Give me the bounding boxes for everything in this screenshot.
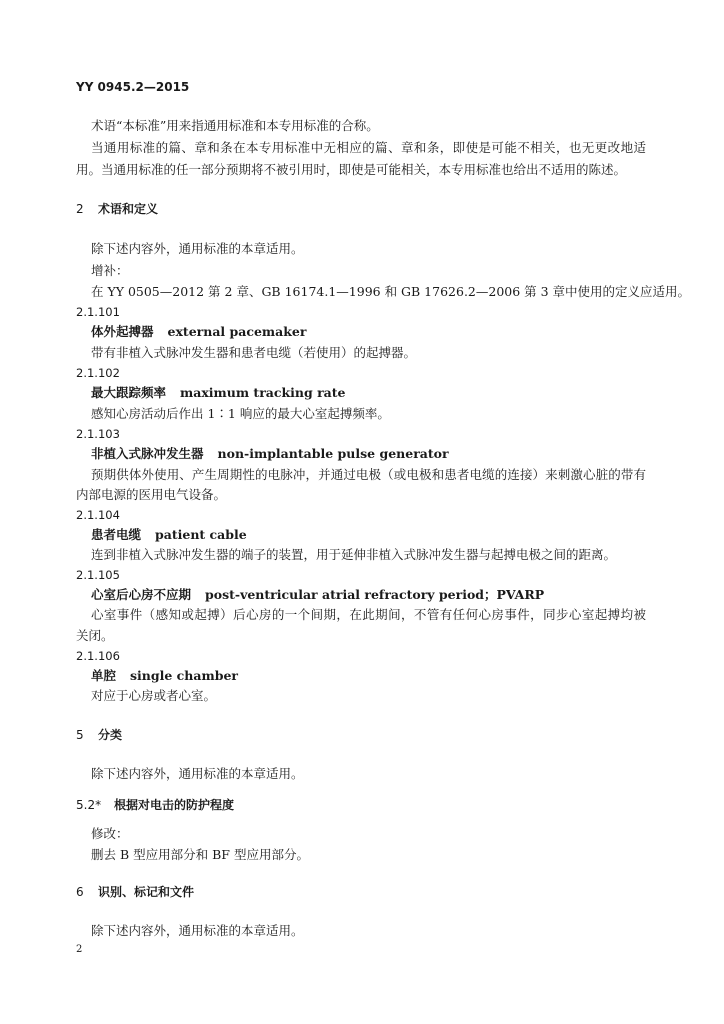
term-name-zh: 非植入式脉冲发生器 bbox=[91, 446, 204, 461]
section-5-heading bbox=[76, 727, 122, 743]
section-5-paragraph-1: 除下述内容外，通用标准的本章适用。 bbox=[91, 766, 304, 781]
term-name-zh: 患者电缆 bbox=[91, 527, 142, 542]
term-name-en: maximum tracking rate bbox=[180, 385, 346, 400]
term-name-en: single chamber bbox=[130, 668, 238, 683]
section-title: 术语和定义 bbox=[98, 202, 159, 216]
term-id: 2.1.102 bbox=[76, 366, 120, 380]
section-2-paragraph-1: 除下述内容外，通用标准的本章适用。 bbox=[91, 241, 304, 256]
intro-paragraph-2-line-1: 当通用标准的篇、章和条在本专用标准中无相应的篇、章和条，即使是可能不相关，也无更改地适 bbox=[91, 140, 646, 155]
term-name-en: non-implantable pulse generator bbox=[217, 446, 449, 461]
section-number: 2 bbox=[76, 202, 84, 216]
subsection-5-2-heading bbox=[76, 797, 234, 813]
intro-paragraph-1: 术语“本标准”用来指通用标准和本专用标准的合称。 bbox=[91, 118, 379, 133]
subsection-number: 5.2* bbox=[76, 798, 102, 812]
term-id: 2.1.103 bbox=[76, 427, 120, 441]
section-number: 5 bbox=[76, 728, 84, 742]
section-2-paragraph-3: 在 YY 0505—2012 第 2 章、GB 16174.1—1996 和 GB 17626.2—2006 第 3 章中使用的定义应适用。 bbox=[91, 284, 691, 299]
section-title: 分类 bbox=[98, 728, 123, 742]
intro-paragraph-2-line-2: 用。当通用标准的任一部分预期将不被引用时，即使是可能相关，本专用标准也给出不适用的陈述。 bbox=[76, 162, 627, 177]
subsection-5-2-paragraph-2: 删去 B 型应用部分和 BF 型应用部分。 bbox=[91, 847, 309, 862]
term-definition: 感知心房活动后作出 1∶1 响应的最大心室起搏频率。 bbox=[91, 406, 390, 421]
document-id-header: YY 0945.2—2015 bbox=[76, 80, 190, 94]
term-id: 2.1.105 bbox=[76, 568, 120, 582]
term-name-zh: 体外起搏器 bbox=[91, 324, 154, 339]
term-definition: 带有非植入式脉冲发生器和患者电缆（若使用）的起搏器。 bbox=[91, 345, 417, 360]
term-definition-line-2: 内部电源的医用电气设备。 bbox=[76, 487, 227, 502]
section-6-heading bbox=[76, 884, 194, 900]
section-title: 识别、标记和文件 bbox=[98, 885, 195, 899]
term-id: 2.1.106 bbox=[76, 649, 120, 663]
term-definition: 连到非植入式脉冲发生器的端子的装置，用于延伸非植入式脉冲发生器与起搏电极之间的距离。 bbox=[91, 547, 617, 562]
term-definition-line-2: 关闭。 bbox=[76, 628, 114, 643]
term-definition: 对应于心房或者心室。 bbox=[91, 688, 217, 703]
term-id: 2.1.101 bbox=[76, 305, 120, 319]
section-6-paragraph-1: 除下述内容外，通用标准的本章适用。 bbox=[91, 923, 304, 938]
term-heading bbox=[91, 668, 238, 684]
term-name-en: patient cable bbox=[155, 527, 247, 542]
term-name-zh: 最大跟踪频率 bbox=[91, 385, 167, 400]
term-heading bbox=[91, 385, 346, 401]
section-2-heading bbox=[76, 201, 158, 217]
section-2-paragraph-2: 增补： bbox=[91, 263, 129, 278]
subsection-title: 根据对电击的防护程度 bbox=[114, 798, 235, 812]
term-id: 2.1.104 bbox=[76, 508, 120, 522]
subsection-5-2-paragraph-1: 修改： bbox=[91, 826, 129, 841]
term-heading bbox=[91, 446, 449, 462]
term-name-zh: 单腔 bbox=[91, 668, 117, 683]
term-name-zh: 心室后心房不应期 bbox=[91, 587, 192, 602]
term-definition-line-1: 预期供体外使用、产生周期性的电脉冲，并通过电极（或电极和患者电缆的连接）来刺激心脏的带有 bbox=[91, 467, 646, 482]
term-heading bbox=[91, 527, 247, 543]
section-number: 6 bbox=[76, 885, 84, 899]
term-heading bbox=[91, 324, 306, 340]
page-number: 2 bbox=[76, 944, 83, 955]
term-definition-line-1: 心室事件（感知或起搏）后心房的一个间期，在此期间，不管有任何心房事件，同步心室起搏均被 bbox=[91, 607, 646, 622]
term-name-en: post-ventricular atrial refractory period；PVARP bbox=[205, 587, 545, 602]
term-name-en: external pacemaker bbox=[167, 324, 307, 339]
term-heading bbox=[91, 587, 544, 603]
